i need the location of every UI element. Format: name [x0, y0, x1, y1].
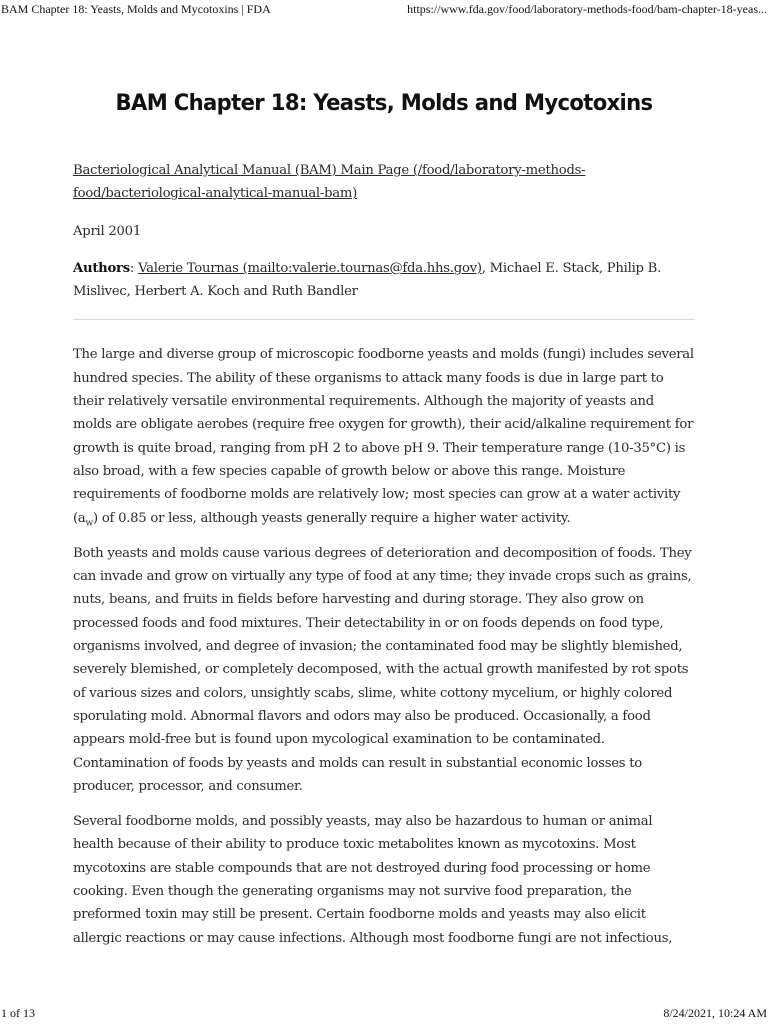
divider	[73, 319, 695, 320]
paragraph-1	[73, 343, 695, 529]
page-title: BAM Chapter 18: Yeasts, Molds and Mycotoxins	[115, 90, 653, 116]
other-authors: , Michael E. Stack, Philip B. Mislivec, Herbert A. Koch and Ruth Bandler	[73, 260, 662, 300]
print-header-title: BAM Chapter 18: Yeasts, Molds and Mycotoxins | FDA	[1, 2, 271, 16]
print-timestamp: 8/24/2021, 10:24 AM	[663, 1006, 767, 1020]
paragraph-2: Both yeasts and molds cause various degrees of deterioration and decomposition of foods. They can invade and grow on virtually any type of food at any time; they invade crops such as grains, nuts, beans, and fruits in fields before harvesting and during storage. They also grow on processed foods and food mixtures. Their detectability in or on foods depends on food type, organisms involved, and degree of invasion; the contaminated food may be slightly blemished, severely blemished, or completely decomposed, with the actual growth manifested by rot spots of various sizes and colors, unsightly scabs, slime, white cottony mycelium, or highly colored sporulating mold. Abnormal flavors and odors may also be produced. Occasionally, a food appears mold-free but is found upon mycological examination to be contaminated. Contamination of foods by yeasts and molds can result in substantial economic losses to producer, processor, and consumer.	[73, 545, 692, 794]
print-footer	[0, 1006, 768, 1024]
paragraph-1-text: The large and diverse group of microscopic foodborne yeasts and molds (fungi) includes several hundred species. The ability of these organisms to attack many foods is due in large part to their relatively versatile environmental requirements. Although the majority of yeasts and molds are obligate aerobes (require free oxygen for growth), their acid/alkaline requirement for growth is quite broad, ranging from pH 2 to above pH 9. Their temperature range (10-35°C) is also broad, with a few species capable of growth below or above this range. Moisture requirements of foodborne molds are relatively low; most species can grow at a water activity (a	[73, 347, 694, 526]
bam-main-page-link[interactable]: Bacteriological Analytical Manual (BAM) Main Page (/food/laboratory-methods-food/bacteriological-analytical-manual-bam)	[73, 163, 586, 202]
print-header	[0, 0, 768, 20]
authors-label: Authors	[73, 260, 130, 276]
main-page-link-paragraph	[73, 159, 695, 206]
authors-line: Authors: Valerie Tournas (mailto:valerie.tournas@fda.hhs.gov), Michael E. Stack, Philip B. Mislivec, Herbert A. Koch and Ruth Bandler	[73, 260, 662, 300]
publication-date: April 2001	[73, 223, 141, 239]
author-email-link[interactable]: Valerie Tournas (mailto:valerie.tournas@fda.hhs.gov)	[138, 260, 482, 276]
article-content	[73, 85, 695, 962]
paragraph-3: Several foodborne molds, and possibly yeasts, may also be hazardous to human or animal health because of their ability to produce toxic metabolites known as mycotoxins. Most mycotoxins are stable compounds that are not destroyed during food processing or home cooking. Even though the generating organisms may not survive food preparation, the preformed toxin may still be present. Certain foodborne molds and yeasts may also elicit allergic reactions or may cause infections. Although most foodborne fungi are not infectious,	[73, 814, 673, 946]
paragraph-1-text-end: ) of 0.85 or less, although yeasts generally require a higher water activity.	[92, 510, 571, 526]
print-header-url: https://www.fda.gov/food/laboratory-methods-food/bam-chapter-18-yeas...	[407, 2, 767, 16]
water-activity-subscript: w	[85, 518, 93, 529]
page-count: 1 of 13	[1, 1006, 35, 1020]
